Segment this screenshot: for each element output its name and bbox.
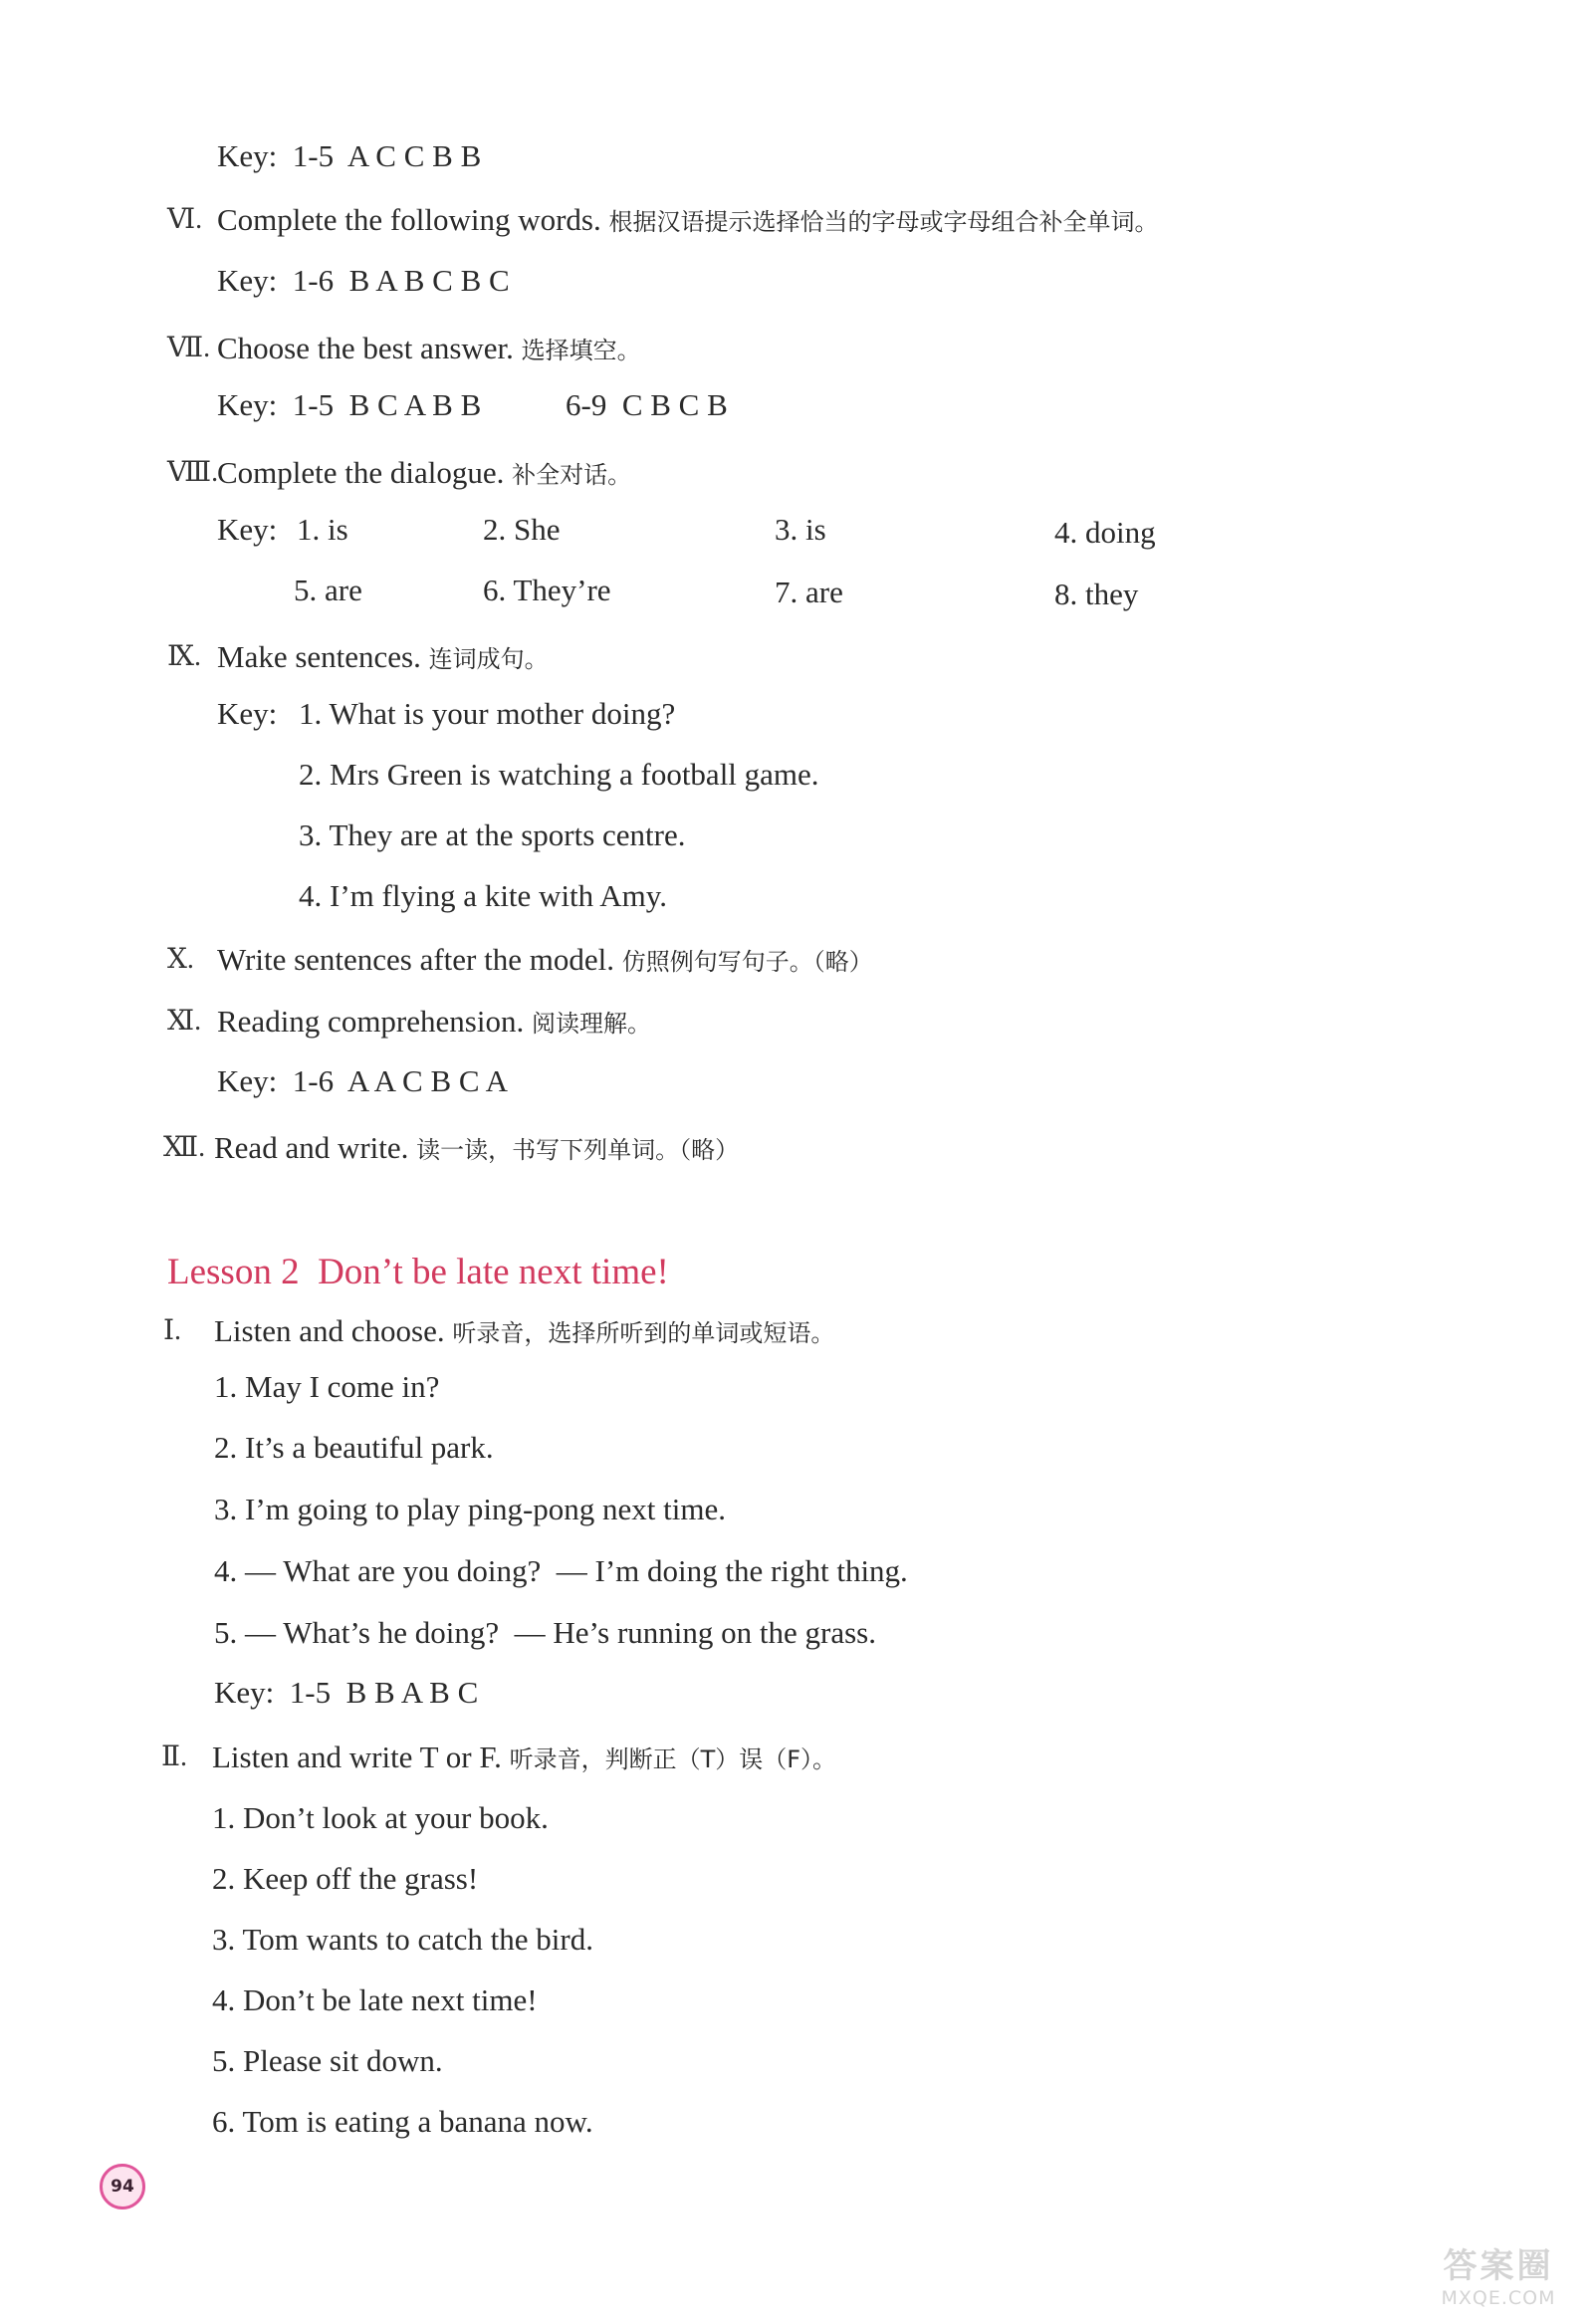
roman-numeral-vii: Ⅶ. [167, 333, 211, 363]
section-ii-cn: 听录音，判断正（T）误（F）。 [509, 1745, 837, 1773]
key-ix-sentence: 1. What is your mother doing? [299, 696, 676, 731]
roman-numeral-x: Ⅹ. [167, 944, 194, 975]
tf-item: 5. Please sit down. [212, 2043, 443, 2078]
listen-item: 2. It’s a beautiful park. [214, 1430, 494, 1465]
section-xi-en: Reading comprehension. [217, 1004, 532, 1039]
section-i-heading [214, 1311, 834, 1353]
section-xii-en: Read and write. [214, 1130, 417, 1165]
key-ix-sentence: 2. Mrs Green is watching a football game. [299, 757, 819, 792]
key-viii-item: 1. is [297, 512, 348, 547]
key-viii-item: 3. is [775, 512, 826, 547]
page-number-badge [100, 2164, 145, 2209]
section-vi-cn: 根据汉语提示选择恰当的字母或字母组合补全单词。 [608, 208, 1159, 236]
section-x-heading [217, 940, 873, 982]
section-ii-en: Listen and write T or F. [212, 1740, 510, 1774]
section-viii-cn: 补全对话。 [512, 461, 632, 489]
section-x-cn: 仿照例句写句子。（略） [621, 948, 873, 976]
key-section-i: Key: 1-5 B B A B C [214, 1675, 479, 1710]
watermark-url: MXQE.COM [1441, 2287, 1556, 2309]
page-number: 94 [111, 2177, 134, 2197]
section-ii-heading [212, 1738, 836, 1779]
site-watermark [1414, 2245, 1583, 2315]
section-ix-cn: 连词成句。 [428, 645, 549, 673]
section-xi-cn: 阅读理解。 [531, 1010, 651, 1038]
key-ix-label: Key: [217, 696, 278, 731]
section-xii-cn: 读一读，书写下列单词。（略） [416, 1136, 740, 1164]
key-viii-item: 8. they [1054, 577, 1139, 611]
key-vi: Key: 1-6 B A B C B C [217, 263, 510, 298]
key-ix-sentence: 3. They are at the sports centre. [299, 817, 686, 852]
key-viii-item: 4. doing [1054, 515, 1156, 550]
section-vi-en: Complete the following words. [217, 202, 609, 237]
section-vii-en: Choose the best answer. [217, 331, 522, 365]
roman-numeral-ix: Ⅸ. [167, 641, 202, 672]
tf-item: 2. Keep off the grass! [212, 1861, 479, 1896]
lesson-title: Lesson 2 Don’t be late next time! [167, 1252, 669, 1292]
section-x-en: Write sentences after the model. [217, 942, 622, 977]
key-viii-item: 2. She [483, 512, 561, 547]
listen-item: 3. I’m going to play ping-pong next time. [214, 1492, 727, 1526]
roman-numeral-viii: Ⅷ. [167, 457, 219, 488]
roman-numeral-i: Ⅰ. [163, 1315, 182, 1346]
section-viii-en: Complete the dialogue. [217, 455, 513, 490]
roman-numeral-ii: Ⅱ. [161, 1742, 188, 1772]
roman-numeral-xi: Ⅺ. [167, 1006, 202, 1037]
section-ix-en: Make sentences. [217, 639, 429, 674]
section-ix-heading [217, 637, 549, 679]
section-vi-heading [217, 200, 1158, 242]
key-vii-b: 6-9 C B C B [566, 387, 728, 422]
tf-item: 3. Tom wants to catch the bird. [212, 1922, 593, 1957]
key-xi: Key: 1-6 A A C B C A [217, 1063, 508, 1098]
section-vii-heading [217, 329, 641, 370]
tf-item: 1. Don’t look at your book. [212, 1800, 549, 1835]
key-ix-sentence: 4. I’m flying a kite with Amy. [299, 878, 667, 913]
watermark-logo-text: 答案圈 [1443, 2246, 1554, 2286]
section-i-cn: 听录音，选择所听到的单词或短语。 [452, 1319, 835, 1347]
key-viii-item: 5. are [294, 573, 362, 607]
listen-item: 1. May I come in? [214, 1369, 440, 1404]
listen-item: 4. — What are you doing? — I’m doing the right thing. [214, 1553, 908, 1588]
key-vii-a: Key: 1-5 B C A B B [217, 387, 482, 422]
section-xii-heading [214, 1128, 739, 1170]
tf-item: 6. Tom is eating a banana now. [212, 2104, 593, 2139]
listen-item: 5. — What’s he doing? — He’s running on the grass. [214, 1615, 876, 1650]
section-i-en: Listen and choose. [214, 1313, 453, 1348]
key-viii-item: 6. They’re [483, 573, 611, 607]
tf-item: 4. Don’t be late next time! [212, 1982, 538, 2017]
key-viii-item: 7. are [775, 575, 843, 609]
section-viii-heading [217, 453, 631, 495]
key-viii-label: Key: [217, 512, 278, 547]
section-vii-cn: 选择填空。 [521, 337, 641, 364]
roman-numeral-xii: Ⅻ. [163, 1132, 206, 1163]
roman-numeral-vi: Ⅵ. [167, 204, 203, 235]
section-xi-heading [217, 1002, 651, 1044]
key-v: Key: 1-5 A C C B B [217, 138, 482, 173]
